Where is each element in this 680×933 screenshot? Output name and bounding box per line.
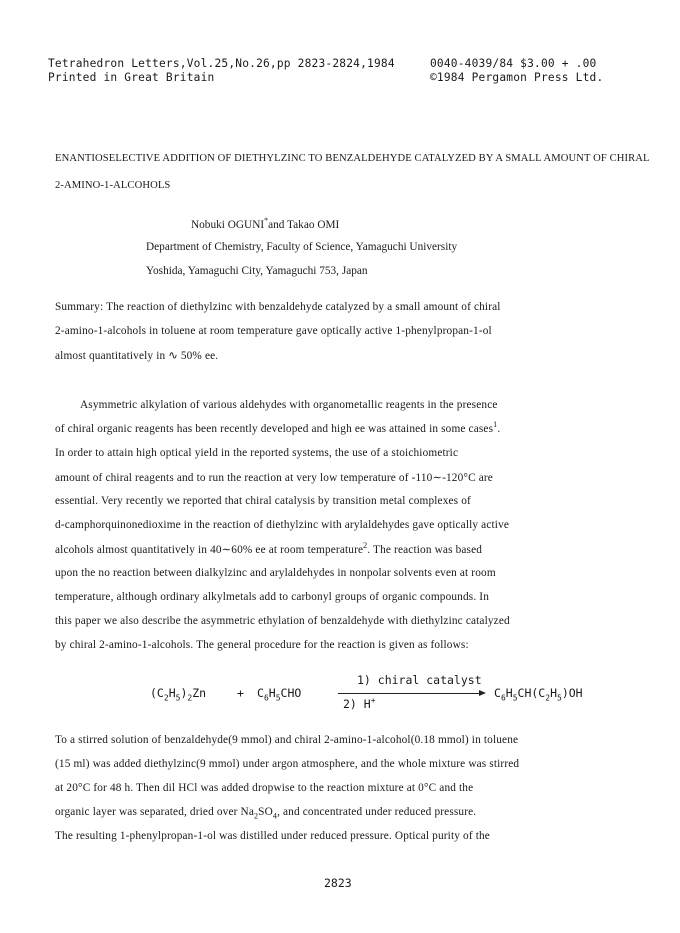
reference-1: 1 [493,420,498,430]
body-line-8: upon the no reaction between dialkylzinc and arylaldehydes in nonpolar solvents even at room [55,567,496,579]
condition-1: 1) chiral catalyst [357,673,482,687]
reference-2: 2 [363,541,368,551]
body-line-11: by chiral 2-amino-1-alcohols. The general procedure for the reaction is given as follows: [55,639,469,651]
issn-price: 0040-4039/84 $3.00 + .00 [430,57,597,70]
plus-sign: + [237,686,244,700]
summary-label: Summary: [55,301,104,313]
procedure-line-3: at 20°C for 48 h. Then dil HCl was added dropwise to the reaction mixture at 0°C and the [55,782,474,794]
procedure-line-4: organic layer was separated, dried over $Na_2SO_4$, and concentrated under reduced pressure. [55,806,477,821]
summary-line-3: almost quantitatively in ∿ 50% ee. [55,350,219,362]
body-line-9: temperature, although ordinary alkylmetals add to carbonyl groups of organic compounds. In [55,591,489,603]
body-line-6: d-camphorquinonedioxime in the reaction of diethylzinc with arylaldehydes gave optically active [55,519,510,531]
corresponding-author-mark: * [264,216,269,226]
reactant-benzaldehyde: $C_6H_5CHO$ [257,686,302,703]
affiliation-line-1: Department of Chemistry, Faculty of Science, Yamaguchi University [146,241,458,253]
journal-citation: Tetrahedron Letters,Vol.25,No.26,pp 2823-2824,1984 [48,57,395,70]
body-line-4: amount of chiral reagents and to run the reaction at very low temperature of -110∼-120°C are [55,472,493,484]
affiliation-line-2: Yoshida, Yamaguchi City, Yamaguchi 753, Japan [146,265,368,277]
body-line-5: essential. Very recently we reported that chiral catalysis by transition metal complexes of [55,495,471,507]
summary-line-1: Summary: The reaction of diethylzinc with benzaldehyde catalyzed by a small amount of chiral [55,301,501,313]
body-line-10: this paper we also describe the asymmetric ethylation of benzaldehyde with diethylzinc catalyzed [55,615,510,627]
body-line-2: of chiral organic reagents has been recently developed and high ee was attained in some cases$^1$. [55,420,501,435]
body-line-1: Asymmetric alkylation of various aldehydes with organometallic reagents in the presence [80,399,498,411]
summary-line-2: 2-amino-1-alcohols in toluene at room temperature gave optically active 1-phenylpropan-1-ol [55,325,492,337]
body-line-3: In order to attain high optical yield in the reported systems, the use of a stoichiometric [55,447,459,459]
copyright: ©1984 Pergamon Press Ltd. [430,71,604,84]
authors [191,216,340,231]
printed-in: Printed in Great Britain [48,71,215,84]
paper-title-line-2: 2-AMINO-1-ALCOHOLS [55,180,171,191]
body-line-7: alcohols almost quantitatively in 40∼60% ee at room temperature$^2$. The reaction was based [55,541,483,556]
procedure-line-5: The resulting 1-phenylpropan-1-ol was distilled under reduced pressure. Optical purity of the [55,830,490,842]
author-oguni: Nobuki OGUNI [191,219,265,231]
paper-title-line-1: ENANTIOSELECTIVE ADDITION OF DIETHYLZINC TO BENZALDEHYDE CATALYZED BY A SMALL AMOUNT OF CHIRAL [55,153,650,164]
condition-2: 2) H+ [343,696,376,711]
procedure-line-1: To a stirred solution of benzaldehyde(9 mmol) and chiral 2-amino-1-alcohol(0.18 mmol) in toluene [55,734,519,746]
author-omi: and Takao OMI [268,219,340,231]
product-phenylpropanol: $C_6H_5CH(C_2H_5)OH$ [494,686,583,703]
page-number: 2823 [324,876,352,890]
procedure-line-2: (15 ml) was added diethylzinc(9 mmol) under argon atmosphere, and the whole mixture was stirred [55,758,520,770]
reaction-arrow [338,693,484,694]
reactant-diethylzinc: $(C_2H_5)_2Zn$ [150,686,207,703]
